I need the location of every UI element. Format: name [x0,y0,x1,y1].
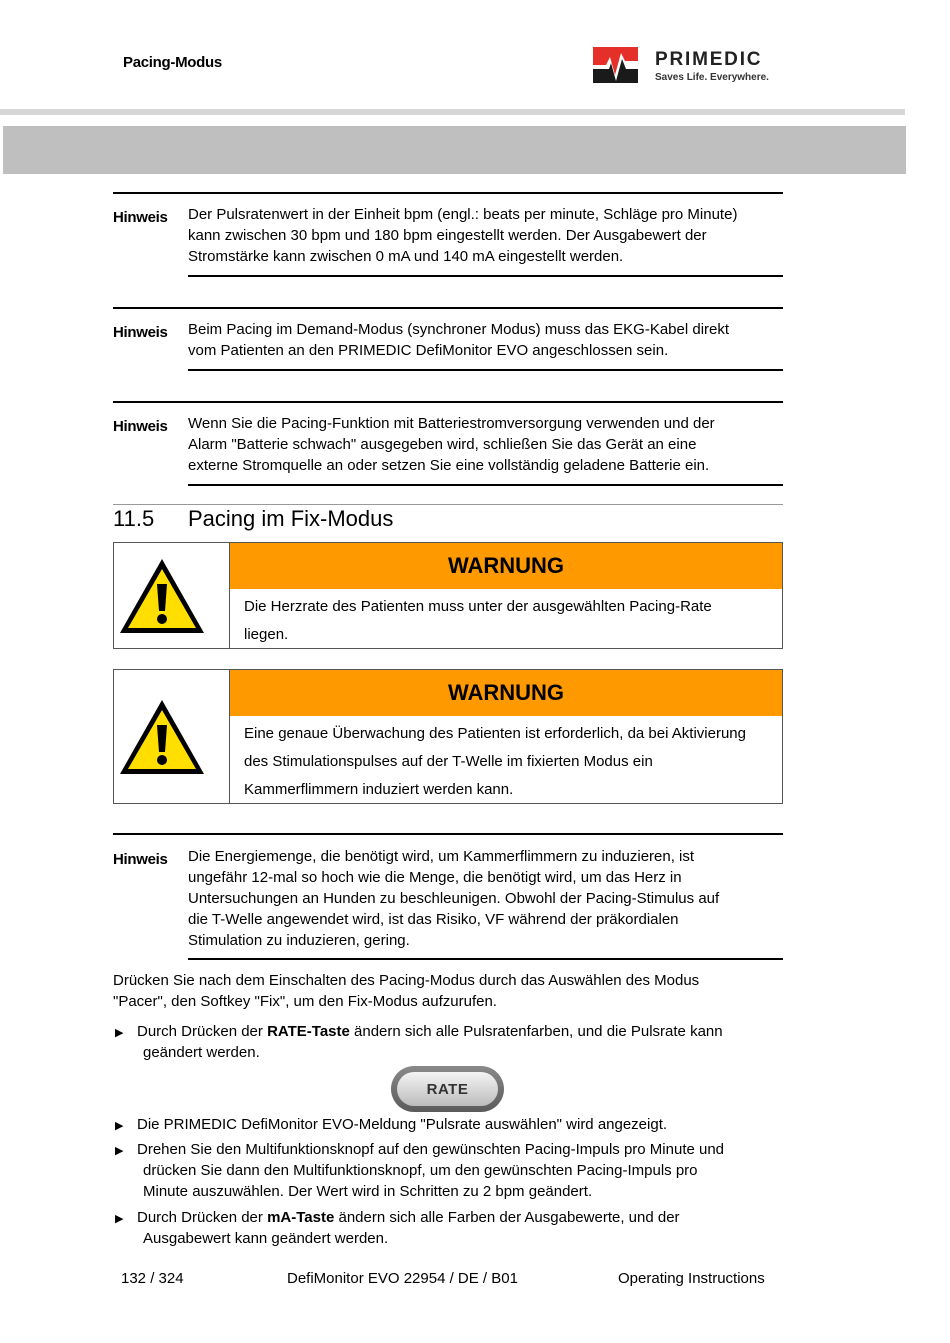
warning-triangle-icon [117,697,207,777]
hint-text [188,204,788,267]
warning-line: des Stimulationspulses auf der T-Welle im fixierten Modus ein [244,753,653,770]
warning-triangle-icon [117,556,207,636]
hint-line: Stromstärke kann zwischen 0 mA und 140 mA eingestellt werden. [188,248,624,265]
list-item [115,1114,795,1135]
hint-label: Hinweis [113,418,168,435]
footer-document-type: Operating Instructions [618,1270,765,1287]
rate-key-label: RATE [397,1072,498,1106]
hint-label: Hinweis [113,851,168,868]
warning-icon-cell [114,543,230,648]
hint-label: Hinweis [113,209,168,226]
hint-text [188,319,788,361]
page-header-title: Pacing-Modus [123,54,222,71]
list-item-text: Durch Drücken der RATE-Taste ändern sich alle Pulsratenfarben, und die Pulsrate kann geändert werden. [137,1023,723,1061]
hint-divider-top [113,833,783,835]
intro-paragraph [113,970,699,1012]
warning-line: liegen. [244,626,289,643]
hint-line: vom Patienten an den PRIMEDIC DefiMonitor EVO angeschlossen sein. [188,342,669,359]
primedic-logo [593,47,783,85]
hint-line: die T-Welle angewendet wird, ist das Risiko, VF während der präkordialen [188,911,679,928]
hint-line: externe Stromquelle an oder setzen Sie eine vollständig geladene Batterie ein. [188,457,710,474]
hint-line: Die Energiemenge, die benötigt wird, um Kammerflimmern zu induzieren, ist [188,848,695,865]
list-item [115,1207,795,1249]
hint-line: Der Pulsratenwert in der Einheit bpm (engl.: beats per minute, Schläge pro Minute) [188,206,738,223]
warning-text [244,720,778,804]
rate-key-image [391,1066,504,1112]
bullet-arrow-icon: ▶ [115,1145,124,1157]
section-number: 11.5 [113,506,155,531]
list-item-text: Drehen Sie den Multifunktionsknopf auf den gewünschten Pacing-Impuls pro Minute und drücken Sie dann den Multifunktionsknopf, um den gewünschten Pacing-Impuls pro Minute auszuwählen. Der Wert wird in Schritten zu 2 bpm geändert. [137,1141,725,1200]
warning-heading: WARNUNG [230,670,782,716]
hint-text [188,846,788,951]
hint-line: kann zwischen 30 bpm und 180 bpm eingestellt werden. Der Ausgabewert der [188,227,707,244]
chapter-bar [3,126,906,174]
hint-line: Beim Pacing im Demand-Modus (synchroner Modus) muss das EKG-Kabel direkt [188,321,730,338]
hint-text [188,413,788,476]
hint-line: Untersuchungen an Hunden zu beschleunigen. Obwohl der Pacing-Stimulus auf [188,890,720,907]
bullet-arrow-icon: ▶ [115,1027,124,1039]
hint-divider-top [113,192,783,194]
paragraph-line: Drücken Sie nach dem Einschalten des Pacing-Modus durch das Auswählen des Modus [113,972,700,989]
footer-page-number: 132 / 324 [121,1270,184,1287]
list-item [115,1139,795,1202]
list-item-text: Die PRIMEDIC DefiMonitor EVO-Meldung "Pulsrate auswählen" wird angezeigt. [137,1116,668,1133]
warning-text [244,593,778,649]
warning-box [113,669,783,804]
header-divider [0,109,905,115]
section-rule [113,504,783,505]
warning-heading: WARNUNG [230,543,782,589]
heartbeat-logo-icon [593,47,638,83]
hint-divider-bottom [188,958,783,960]
hint-label: Hinweis [113,324,168,341]
hint-divider-bottom [188,369,783,371]
paragraph-line: "Pacer", den Softkey "Fix", um den Fix-Modus aufzurufen. [113,993,497,1010]
logo-name: PRIMEDIC [655,49,763,70]
warning-line: Die Herzrate des Patienten muss unter der ausgewählten Pacing-Rate [244,598,712,615]
hint-divider-bottom [188,275,783,277]
key-name: RATE-Taste [267,1023,350,1040]
warning-line: Eine genaue Überwachung des Patienten ist erforderlich, da bei Aktivierung [244,725,746,742]
footer-document-id: DefiMonitor EVO 22954 / DE / B01 [287,1270,518,1287]
warning-box [113,542,783,649]
hint-line: Wenn Sie die Pacing-Funktion mit Batteriestromversorgung verwenden und der [188,415,715,432]
list-item [115,1021,795,1063]
section-heading [113,506,393,532]
logo-slogan: Saves Life. Everywhere. [655,72,769,83]
hint-line: Alarm "Batterie schwach" ausgegeben wird, schließen Sie das Gerät an eine [188,436,697,453]
list-item-text: Durch Drücken der mA-Taste ändern sich alle Farben der Ausgabewerte, und der Ausgabewert kann geändert werden. [137,1209,680,1247]
hint-divider-top [113,307,783,309]
bullet-arrow-icon: ▶ [115,1120,124,1132]
hint-line: Stimulation zu induzieren, gering. [188,932,410,949]
hint-line: ungefähr 12-mal so hoch wie die Menge, die benötigt wird, um das Herz in [188,869,682,886]
warning-line: Kammerflimmern induziert werden kann. [244,781,514,798]
section-title: Pacing im Fix-Modus [188,506,394,531]
bullet-arrow-icon: ▶ [115,1213,124,1225]
key-name: mA-Taste [267,1209,335,1226]
hint-divider-bottom [188,484,783,486]
warning-icon-cell [114,670,230,803]
hint-divider-top [113,401,783,403]
